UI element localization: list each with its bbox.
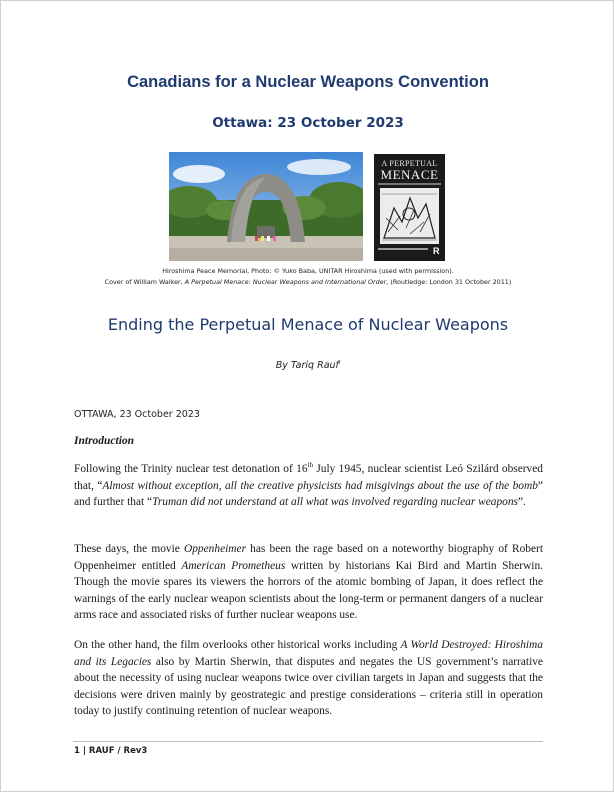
paragraph-2 — [74, 541, 543, 624]
hiroshima-peace-memorial-photo — [169, 152, 363, 261]
p3-book-title: A World Destroyed: Hiroshima and its Legacies — [74, 639, 543, 668]
p1-quote-2: Truman did not understand at all what was involved regarding nuclear weapons — [152, 496, 518, 509]
p2-book-title: American Prometheus — [181, 559, 286, 572]
book-cover-author-bar — [378, 248, 428, 250]
page-footer: 1 | RAUF / Rev3 — [74, 746, 148, 756]
book-caption-prefix: Cover of William Walker, — [104, 278, 185, 286]
book-cover-title-line2: MENACE — [380, 167, 439, 182]
p3-text-a: On the other hand, the film overlooks other historical works including — [74, 639, 401, 651]
byline-endnote-marker[interactable]: i — [338, 360, 341, 366]
book-cover-subtitle-bar — [378, 183, 441, 185]
p1-text-a: Following the Trinity nuclear test detonation of 16 — [74, 463, 308, 475]
book-cover-illustration — [380, 188, 439, 244]
p2-text-e: written by historians Kai Bird and Martin Sherwin. Though the movie spares its viewers the horrors of the atomic bombing of Japan, it does reflect the warnings of the early nuclear weapon scientists about the long-term or permanent dangers of a nuclear arms race and associated risks of further nuclear weapons use. — [74, 559, 543, 622]
book-cover-title-line1: A PERPETUAL — [381, 159, 438, 168]
byline — [1, 360, 614, 371]
p1-quote-1: Almost without exception, all the creative physicists had misgivings about the use of the bomb — [102, 479, 538, 492]
p3-text-c: also by Martin Sherwin, that disputes and negates the US government’s narrative about the necessity of using nuclear weapons twice over civilian targets in Japan and suggests that the decisions were driven mainly by geostrategic and prestige considerations – criteria still in operation today to justify continuing retention of nuclear weapons. — [74, 655, 543, 718]
dateline: OTTAWA, 23 October 2023 — [74, 409, 200, 420]
publisher-logo: R — [433, 246, 440, 256]
article-title: Ending the Perpetual Menace of Nuclear Weapons — [107, 315, 509, 334]
p1-text-b: July 1945, nuclear scientist Leó Szilárd observed that, “ — [74, 463, 543, 492]
p2-text-a: These days, the movie — [74, 543, 184, 555]
photo-caption: Hiroshima Peace Memorial, Photo: © Yuko Baba, UNITAR Hiroshima (used with permission). — [162, 267, 454, 275]
paragraph-3 — [74, 637, 543, 720]
p1-sup: th — [307, 461, 313, 470]
date-title: Ottawa: 23 October 2023 — [212, 115, 404, 131]
book-caption-suffix: , (Routledge: London 31 October 2011) — [386, 278, 512, 286]
p1-text-d: ” and further that “ — [74, 479, 543, 509]
p1-text-f: ”. — [518, 496, 526, 509]
section-heading: Introduction — [74, 435, 135, 447]
book-cover — [374, 154, 445, 261]
organization-title: Canadians for a Nuclear Weapons Convention — [127, 73, 489, 91]
book-cover-woodcut — [380, 188, 439, 244]
paragraph-1 — [74, 461, 543, 511]
p2-text-c: has been the rage based on a noteworthy biography of Robert Oppenheimer entitled — [74, 543, 544, 572]
byline-text: By Tariq Rauf — [275, 360, 339, 372]
footer-divider — [73, 741, 543, 742]
photo-illustration — [169, 152, 363, 261]
p2-movie-title: Oppenheimer — [184, 543, 246, 555]
book-caption-title: A Perpetual Menace: Nuclear Weapons and International Order — [184, 278, 387, 286]
book-caption — [1, 278, 614, 286]
